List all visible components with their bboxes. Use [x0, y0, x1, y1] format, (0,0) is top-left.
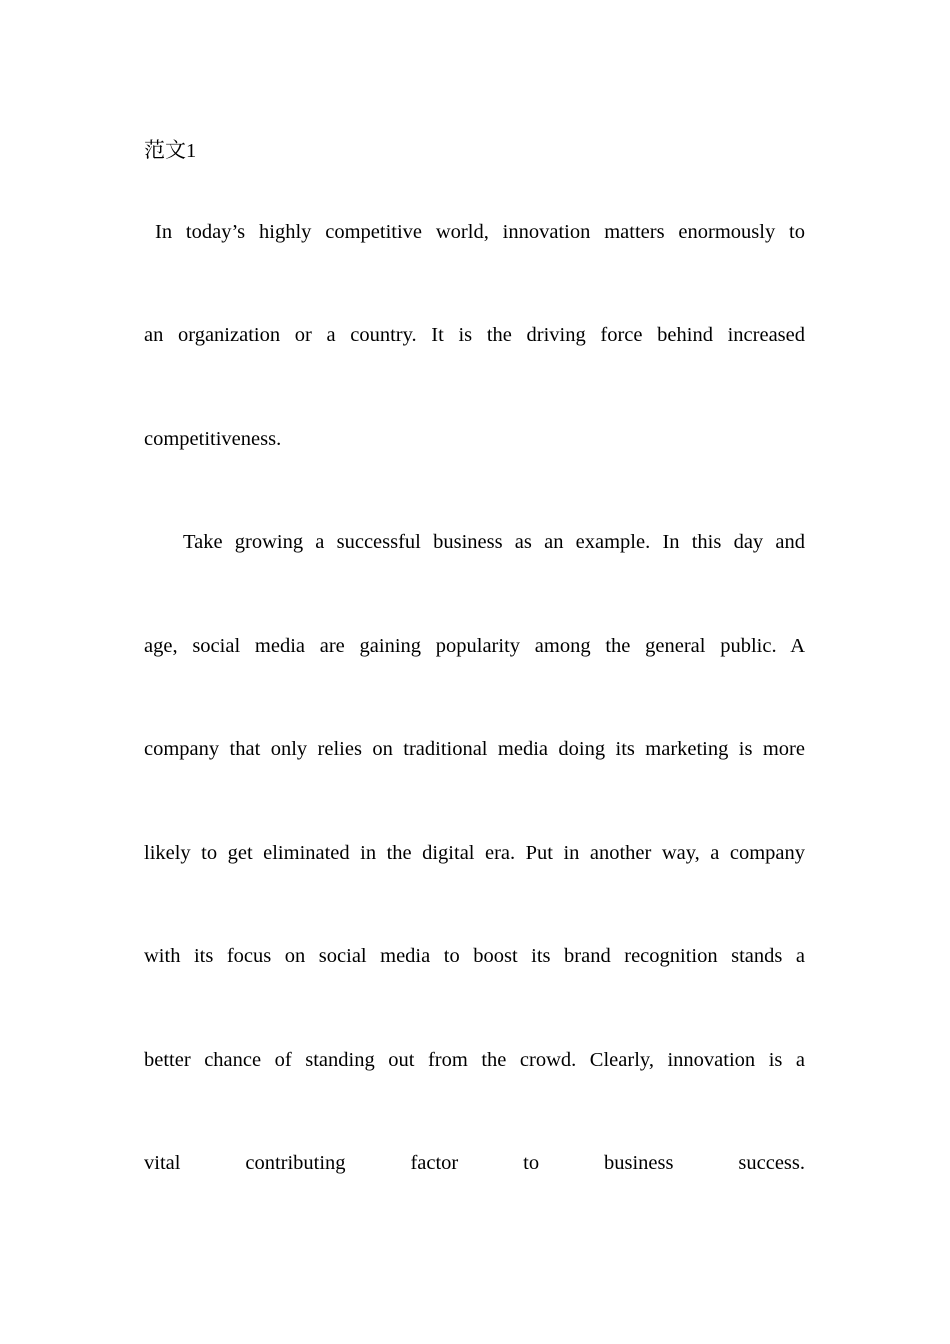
- paragraph2-line-2: age, social media are gaining popularity among the general public. A: [144, 635, 805, 657]
- paragraph1-line-1: In today’s highly competitive world, innovation matters enormously to: [155, 221, 805, 243]
- heading-number: 1: [186, 140, 197, 162]
- paragraph2-line-7: vital contributing factor to business success.: [144, 1152, 805, 1174]
- paragraph1-line-2: an organization or a country. It is the driving force behind increased: [144, 324, 805, 346]
- paragraph2-line-5: with its focus on social media to boost its brand recognition stands a: [144, 945, 805, 967]
- heading-cjk-text: 范文: [144, 138, 186, 162]
- paragraph2-line-1: Take growing a successful business as an example. In this day and: [183, 531, 805, 553]
- essay-heading: [144, 136, 196, 165]
- paragraph1-line-3: competitiveness.: [144, 428, 282, 450]
- paragraph2-line-3: company that only relies on traditional media doing its marketing is more: [144, 738, 805, 760]
- paragraph2-line-6: better chance of standing out from the crowd. Clearly, innovation is a: [144, 1049, 805, 1071]
- paragraph2-line-4: likely to get eliminated in the digital era. Put in another way, a company: [144, 842, 805, 864]
